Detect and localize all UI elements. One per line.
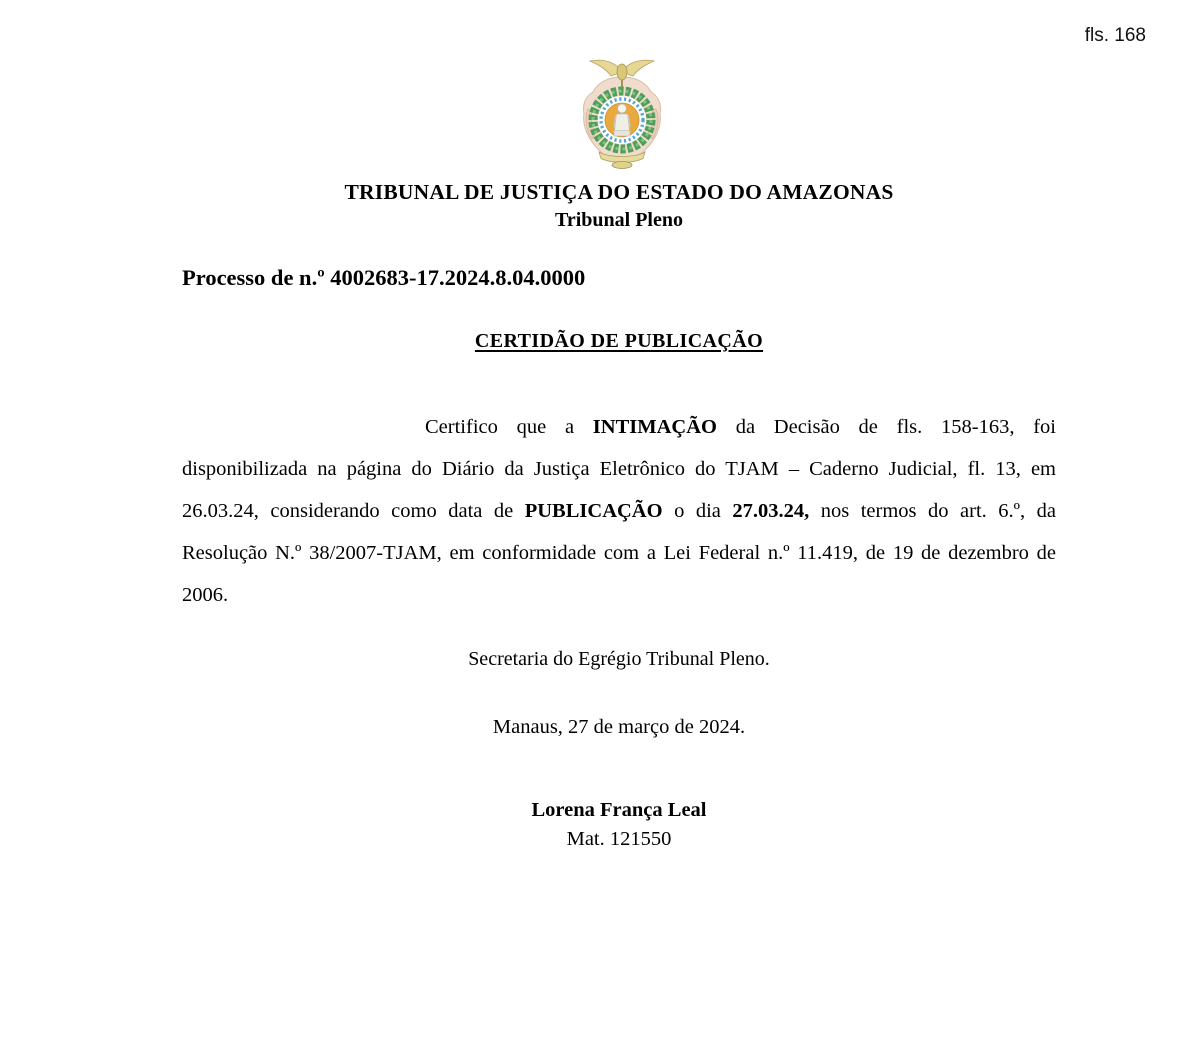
- chamber-name: Tribunal Pleno: [555, 209, 683, 231]
- body-segment: o dia: [662, 500, 733, 522]
- process-number: Processo de n.º 4002683-17.2024.8.04.0000: [182, 265, 586, 290]
- body-segment-date: 27.03.24,: [732, 500, 810, 522]
- certificate-text: [182, 406, 1056, 616]
- certificate-title-text: CERTIDÃO DE PUBLICAÇÃO: [474, 330, 764, 352]
- folio-number: fls. 168: [1084, 25, 1146, 46]
- signer-name: Lorena França Leal: [531, 799, 707, 821]
- signer-registration: Mat. 121550: [566, 828, 672, 850]
- body-segment: da Decisão de fls. 158-163, foi disponibilizada na página do Diário da Justiça Eletrônico do TJAM – Caderno Judicial, fl. 13, em 26.03.24, considerando como data de: [182, 416, 1056, 522]
- date-line: Manaus, 27 de março de 2024.: [492, 716, 746, 738]
- certificate-title: [182, 330, 1056, 353]
- body-segment: nos termos do art. 6.º, da Resolução N.º 38/2007-TJAM, em conformidade com a Lei Federal n.º 11.419, de 19 de dezembro de 2006.: [182, 500, 1056, 606]
- document-body: [182, 0, 1056, 1062]
- body-segment-publicacao: PUBLICAÇÃO: [524, 500, 663, 522]
- body-segment-intimacao: INTIMAÇÃO: [592, 416, 717, 438]
- court-name: TRIBUNAL DE JUSTIÇA DO ESTADO DO AMAZONAS: [344, 180, 894, 204]
- body-segment: Certifico que a: [425, 416, 593, 438]
- secretariat-line: Secretaria do Egrégio Tribunal Pleno.: [468, 648, 770, 670]
